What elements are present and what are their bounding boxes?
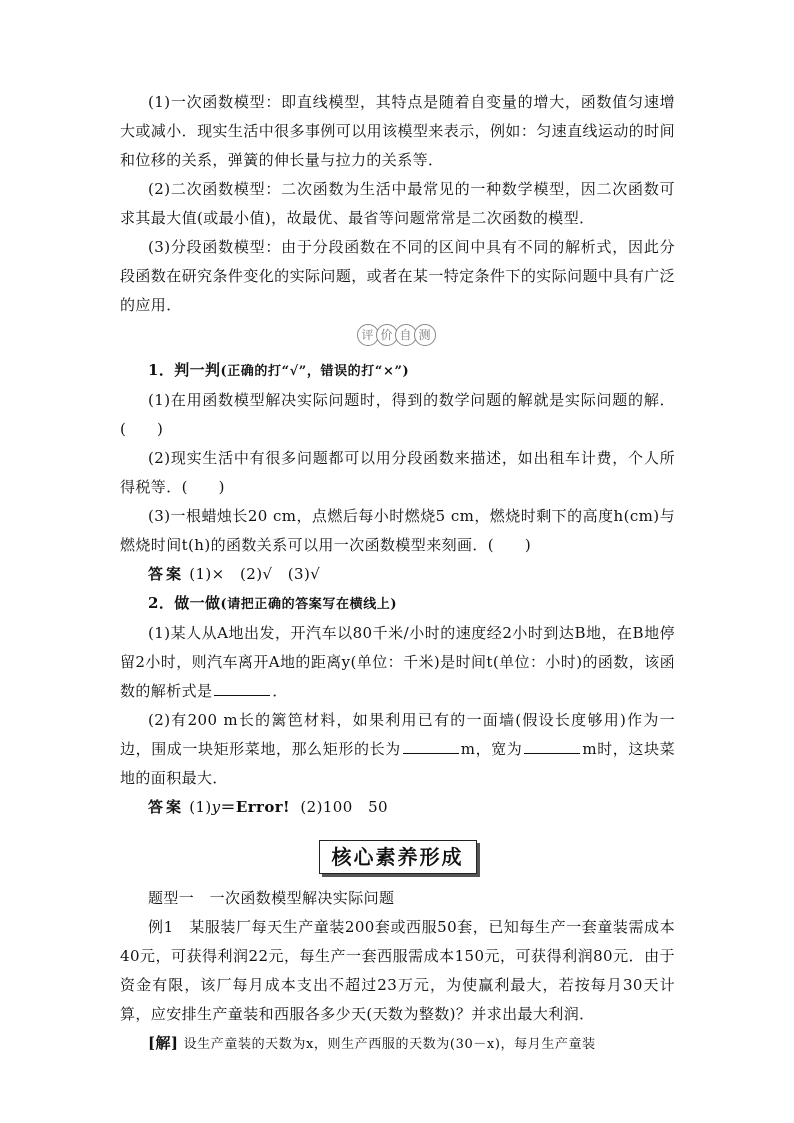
fill-answer-label: 答案 xyxy=(148,798,185,816)
section-header xyxy=(120,840,675,876)
fill-blank-2 xyxy=(403,739,459,754)
fill-answer-2: (2)100 50 xyxy=(300,798,388,816)
fill-item-2 xyxy=(120,706,675,793)
fill-item-1 xyxy=(120,619,675,706)
model-paragraph-linear: (1)一次函数模型：即直线模型，其特点是随着自变量的增大，函数值匀速增大或减小．现实生活中很多事例可以用该模型来表示，例如：匀速直线运动的时间和位移的关系，弹簧的伸长量与拉力的关系等． xyxy=(120,93,675,169)
fill-item-1-end: ． xyxy=(272,682,288,700)
fill-blank-3 xyxy=(524,739,580,754)
section-title: 核心素养形成 xyxy=(319,840,477,874)
judge-answer-label: 答案 xyxy=(148,565,185,583)
fill-answer-1-prefix: (1) xyxy=(189,798,212,816)
fill-item-2-text: (2)有200 m长的篱笆材料，如果利用已有的一面墙(假设长度够用)作为一边，围成一块矩形菜地，那么矩形的长为 xyxy=(120,711,675,758)
fill-answer-line xyxy=(120,793,675,822)
fill-item-2-mid: m，宽为 xyxy=(460,740,523,758)
solution-label: [解] xyxy=(148,1034,179,1052)
fill-blank-1 xyxy=(214,681,270,696)
solution-text: 设生产童装的天数为x，则生产西服的天数为(30－x)，每月生产童装 xyxy=(183,1037,596,1052)
fill-item-1-text: (1)某人从A地出发，开汽车以80千米/小时的速度经2小时到达B地，在B地停留2小时，则汽车离开A地的距离y(单位：千米)是时间t(单位：小时)的函数，该函数的解析式是 xyxy=(120,624,675,700)
self-check-badge xyxy=(120,324,675,354)
judge-item-3: (3)一根蜡烛长20 cm，点燃后每小时燃烧5 cm，燃烧时剩下的高度h(cm)与燃烧时间t(h)的函数关系可以用一次函数模型来刻画．( ) xyxy=(120,507,675,554)
badge-char-3: 自 xyxy=(395,324,417,346)
judge-item-1: (1)在用函数模型解决实际问题时，得到的数学问题的解就是实际问题的解．( ) xyxy=(120,391,675,438)
type1-heading: 题型一 一次函数模型解决实际问题 xyxy=(148,889,395,907)
badge-char-4: 测 xyxy=(414,324,436,346)
solution-line xyxy=(120,1029,675,1059)
judge-heading: 1．判一判 xyxy=(148,361,221,379)
fill-answer-1-rest: ＝Error! xyxy=(220,798,291,816)
judge-answer-text: (1)× (2)√ (3)√ xyxy=(189,565,321,583)
fill-heading-line xyxy=(120,589,675,619)
model-paragraph-piecewise: (3)分段函数模型：由于分段函数在不同的区间中具有不同的解析式，因此分段函数在研究条件变化的实际问题，或者在某一特定条件下的实际问题中具有广泛的应用． xyxy=(120,238,675,314)
fill-instruction: (请把正确的答案写在横线上) xyxy=(220,597,398,612)
fill-answer-1-var: y xyxy=(211,798,221,816)
judge-answer-line xyxy=(120,560,675,589)
document-page xyxy=(120,88,675,1059)
fill-heading: 2．做一做 xyxy=(148,594,221,612)
example-1: 例1 某服装厂每天生产童装200套或西服50套，已知每生产一套童装需成本40元，可获得利润22元，每生产一套西服需成本150元，可获得利润80元．由于资金有限，该厂每月成本支出不超过23万元，为使赢利最大，若按每月30天计算，应安排生产童装和西服各多少天(天数为整数)？并求出最大利润． xyxy=(120,918,675,1023)
model-paragraph-quadratic: (2)二次函数模型：二次函数为生活中最常见的一种数学模型，因二次函数可求其最大值(或最小值)，故最优、最省等问题常常是二次函数的模型． xyxy=(120,180,675,227)
judge-instruction: (正确的打“√”，错误的打“×”) xyxy=(220,364,410,379)
fill-item-2-end: m时，这块菜地的面积最大． xyxy=(120,740,676,787)
judge-heading-line xyxy=(120,356,675,386)
badge-char-1: 评 xyxy=(357,324,379,346)
judge-item-2: (2)现实生活中有很多问题都可以用分段函数来描述，如出租车计费，个人所得税等．( ) xyxy=(120,449,675,496)
badge-char-2: 价 xyxy=(376,324,398,346)
